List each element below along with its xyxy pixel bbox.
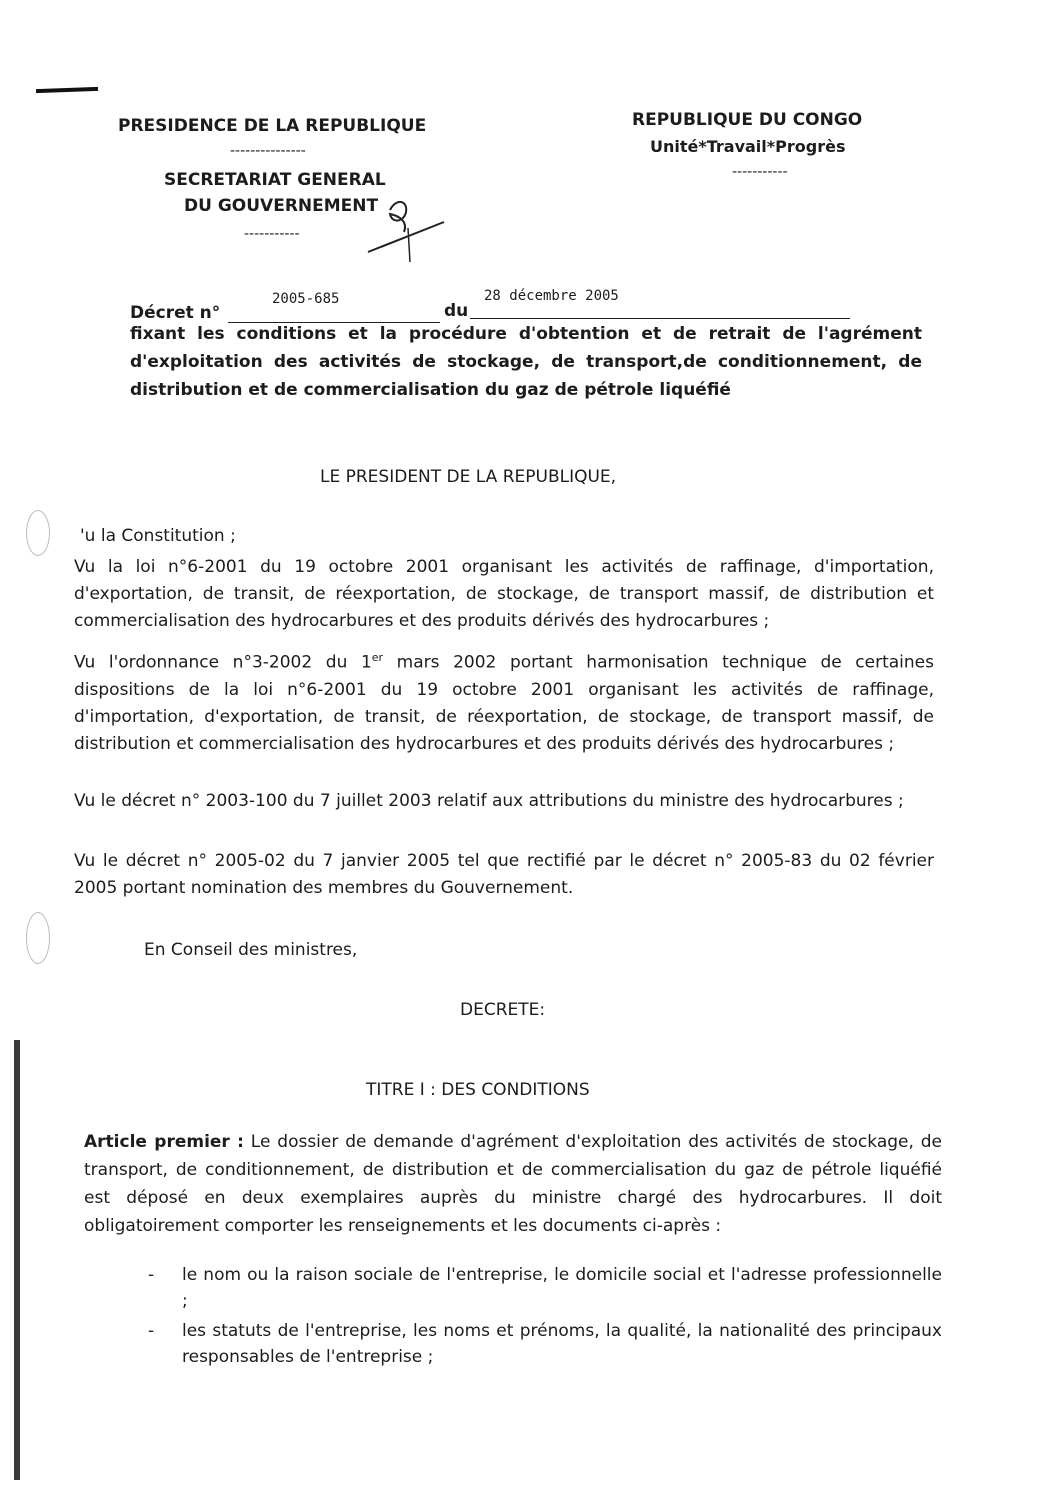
conseil-line: En Conseil des ministres, [144,940,358,960]
presidence-title: PRESIDENCE DE LA REPUBLIQUE [118,116,427,136]
vu-constitution: 'u la Constitution ; [80,526,236,546]
decree-number: 2005-685 [272,291,340,307]
ordinal-sup: er [371,651,384,664]
list-item-text: le nom ou la raison sociale de l'entreprise, le domicile social et l'adresse professionnelle ; [182,1265,942,1311]
vu-decret-attributions: Vu le décret n° 2003-100 du 7 juillet 2003 relatif aux attributions du ministre des hydrocarbures ; [74,791,904,811]
vu-decret-nomination: Vu le décret n° 2005-02 du 7 janvier 2005 tel que rectifié par le décret n° 2005-83 du 02 février 2005 portant nomination des membres du Gouvernement. [74,851,934,898]
republic-motto: Unité*Travail*Progrès [650,137,846,156]
list-item-text: les statuts de l'entreprise, les noms et prénoms, la qualité, la nationalité des principaux responsables de l'entreprise ; [182,1321,942,1367]
header-divider: --------------- [230,143,306,159]
list-bullet: - [148,1265,155,1285]
list-item [148,1318,942,1370]
vu-ordonnance [74,644,934,758]
secretariat-line1: SECRETARIAT GENERAL [164,170,386,190]
republique-title: REPUBLIQUE DU CONGO [632,110,863,130]
scan-mark [36,87,98,93]
vu-ordonnance-rest: mars 2002 portant harmonisation technique de certaines dispositions de la loi n°6-2001 du 19 octobre 2001 organisant les activités de raffinage, d'importation, d'exportation, de transit, de réexportation, de stockage, de transport massif, de distribution et commercialisation des hydrocarbures et des produits dérivés des hydrocarbures ; [74,652,934,754]
list-bullet: - [148,1321,155,1341]
article-label: Article premier : [84,1132,244,1152]
header-divider: ----------- [244,226,300,242]
president-heading: LE PRESIDENT DE LA REPUBLIQUE, [320,467,617,487]
decree-date: 28 décembre 2005 [484,288,619,304]
punch-hole-mark [26,510,50,556]
secretariat-line2: DU GOUVERNEMENT [184,196,379,216]
scan-edge-line [14,1040,20,1480]
vu-loi: Vu la loi n°6-2001 du 19 octobre 2001 organisant les activités de raffinage, d'importation, d'exportation, de transit, de réexportation, de stockage, de transport massif, de distribution et commercialisation des hydrocarbures et des produits dérivés des hydrocarbures ; [74,557,934,631]
header-divider: ----------- [732,164,788,180]
article-premier [84,1128,942,1240]
vu-ordonnance-start: Vu l'ordonnance n°3-2002 du 1 [74,652,372,673]
decree-subject: fixant les conditions et la procédure d'obtention et de retrait de l'agrément d'exploitation des activités de stockage, de transport,de conditionnement, de distribution et de commercialisation du gaz de pétrole liquéfié [130,324,922,400]
decree-du: du [444,301,469,321]
punch-hole-mark [26,912,50,964]
handwritten-initials [360,192,450,264]
decrete-heading: DECRETE: [460,1000,546,1020]
decree-date-line [470,318,850,319]
article-text: Le dossier de demande d'agrément d'exploitation des activités de stockage, de transport, de conditionnement, de distribution et de commercialisation du gaz de pétrole liquéfié est déposé en deux exemplaires auprès du ministre chargé des hydrocarbures. Il doit obligatoirement comporter les renseignements et les documents ci-après : [84,1132,942,1236]
decree-prefix: Décret n° [130,303,221,323]
list-item [148,1262,942,1314]
titre-heading: TITRE I : DES CONDITIONS [366,1080,590,1100]
